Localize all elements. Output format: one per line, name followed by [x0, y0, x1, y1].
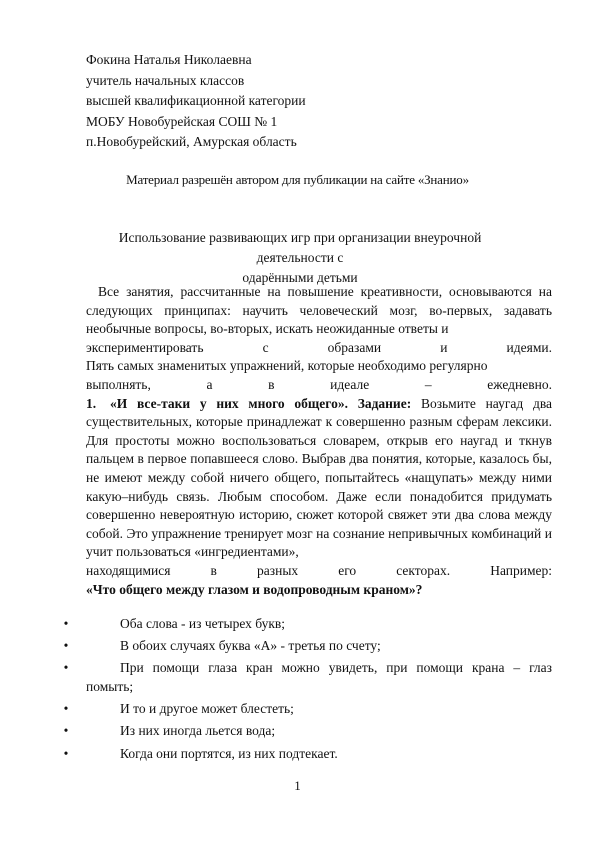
- author-block: [86, 50, 306, 153]
- list-item: [62, 745, 552, 764]
- bullet-icon: •: [63, 638, 69, 654]
- intro-paragraph: [86, 283, 552, 339]
- list-item-text-wrap: помыть;: [86, 678, 134, 694]
- publication-permission: Материал разрешён автором для публикации на сайте «Знанио»: [126, 172, 469, 187]
- list-item: [62, 722, 552, 741]
- list-item-text: Оба слова - из четырех букв;: [120, 616, 286, 631]
- bullet-icon: •: [63, 745, 69, 761]
- author-category: высшей квалификационной категории: [86, 93, 306, 109]
- list-item-text: И то и другое может блестеть;: [120, 701, 294, 717]
- list-item: [62, 615, 552, 634]
- exercise-text: Возьмите наугад два существительных, которые принадлежат к совершенно разным сферам лексики. Для простоты можно воспользоваться словарем, открыв его наугад и ткнув пальцем в первое попавшееся слово. Выбрав два понятия, которые, казалось бы, не имеют между собой ничего общего, попытайтесь «нащупать» между ними какую–нибудь связь. Любым способом. Даже если понадобится придумать совершенно невероятную историю, сюжет которой свяжет эти два слова между собой. Это упражнение тренирует мозг на сознание непривычных комбинаций и учит пользоваться «ингредиентами»,: [86, 395, 553, 560]
- list-item-text: Когда они портятся, из них подтекает.: [120, 745, 338, 761]
- exercise-number: 1.: [86, 395, 97, 411]
- exercise-text-end: находящимися в разных его секторах. Например:: [86, 562, 552, 578]
- list-item: [62, 637, 552, 656]
- intro-paragraph-2-end: выполнять, а в идеале – ежедневно.: [86, 376, 552, 392]
- bullet-icon: •: [63, 660, 69, 676]
- task-label: Задание:: [357, 395, 412, 411]
- bullet-icon: •: [63, 701, 69, 717]
- exercise-question: «Что общего между глазом и водопроводным краном»?: [86, 581, 423, 597]
- exercise-name: «И все-таки у них много общего».: [110, 395, 348, 411]
- list-item: [62, 700, 552, 719]
- author-position: учитель начальных классов: [86, 72, 245, 88]
- title-line-1: Использование развивающих игр при организации внеурочной деятельности с: [118, 230, 482, 265]
- author-name: Фокина Наталья Николаевна: [86, 52, 252, 67]
- list-item-text: При помощи глаза кран можно увидеть, при помощи крана – глаз: [120, 660, 552, 676]
- intro-text-2: Пять самых знаменитых упражнений, которые необходимо регулярно: [86, 358, 488, 374]
- exercise-question-line: [86, 581, 552, 600]
- list-item: [62, 659, 552, 696]
- intro-paragraph-2: [86, 357, 552, 376]
- author-location: п.Новобурейский, Амурская область: [86, 134, 297, 150]
- page-number: 1: [294, 778, 301, 793]
- article-body: [86, 283, 552, 599]
- bullet-icon: •: [63, 723, 69, 739]
- author-school: МОБУ Новобурейская СОШ № 1: [86, 113, 278, 129]
- answer-list: [62, 615, 552, 767]
- intro-text-1: Все занятия, рассчитанные на повышение креативности, основываются на следующих принципах: научить человеческий мозг, во-первых, задавать необычные вопросы, во-вторых, искать неожиданные ответы и: [86, 284, 552, 337]
- list-item-text: В обоих случаях буква «А» - третья по счету;: [120, 638, 381, 654]
- article-title: [80, 228, 520, 288]
- exercise-paragraph: [86, 395, 552, 562]
- title-line-2: одарёнными детьми: [242, 270, 358, 285]
- bullet-icon: •: [63, 616, 69, 631]
- list-item-text: Из них иногда льется вода;: [120, 723, 276, 739]
- intro-paragraph-end: экспериментировать с образами и идеями.: [86, 339, 552, 355]
